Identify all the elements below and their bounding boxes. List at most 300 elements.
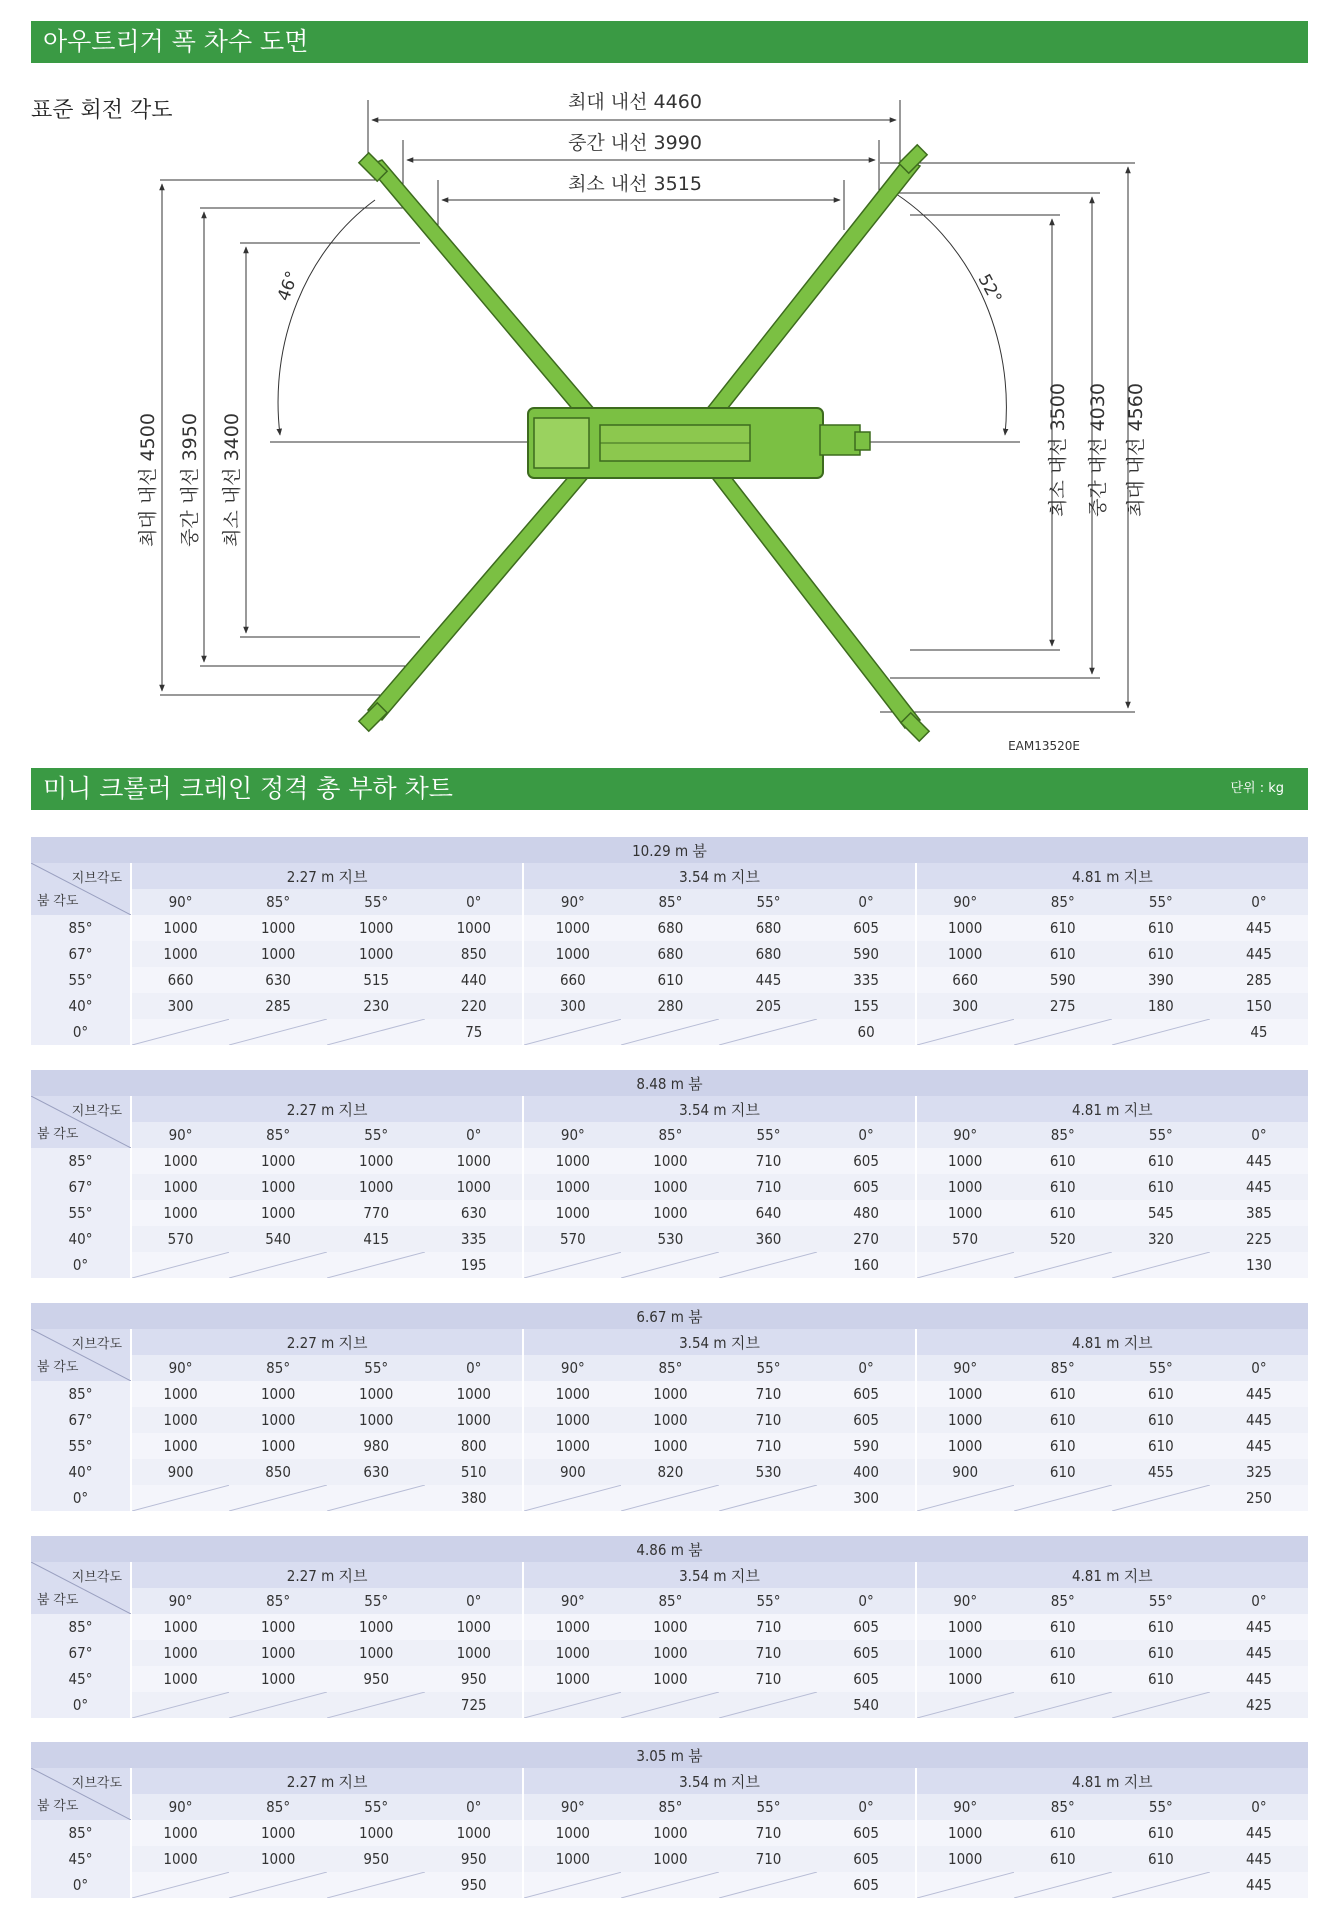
load-value: 610 bbox=[1112, 1640, 1210, 1666]
boom-angle: 85° bbox=[31, 1148, 131, 1174]
load-value: 680 bbox=[719, 941, 817, 967]
diagram-subtitle: 표준 회전 각도 bbox=[31, 98, 173, 123]
angle-left-label: 46° bbox=[273, 268, 304, 304]
load-value: 1000 bbox=[131, 1846, 229, 1872]
jib-angle: 90° bbox=[916, 1355, 1014, 1381]
load-value: 445 bbox=[1210, 1433, 1308, 1459]
load-value: 1000 bbox=[916, 1614, 1014, 1640]
jib-angle: 90° bbox=[131, 1588, 229, 1614]
table-row bbox=[31, 1148, 1308, 1174]
load-value: 1000 bbox=[327, 1820, 425, 1846]
table-row bbox=[31, 1820, 1308, 1846]
empty-cell-slash bbox=[327, 1692, 425, 1718]
boom-length: 4.86 m 붐 bbox=[31, 1536, 1308, 1562]
corner-boom-label: 붐 각도 bbox=[37, 1593, 79, 1608]
load-value: 1000 bbox=[327, 1148, 425, 1174]
load-value: 335 bbox=[425, 1226, 523, 1252]
empty-cell-slash bbox=[917, 1485, 1014, 1511]
dim-top-mid: 중간 내선 3990 bbox=[568, 132, 702, 154]
load-value: 1000 bbox=[327, 1407, 425, 1433]
table-row bbox=[31, 1019, 1308, 1045]
load-value: 610 bbox=[1014, 1846, 1112, 1872]
load-value: 1000 bbox=[131, 1433, 229, 1459]
load-value: 320 bbox=[1112, 1226, 1210, 1252]
load-value: 515 bbox=[327, 967, 425, 993]
empty-cell-slash bbox=[524, 1872, 621, 1898]
load-value: 1000 bbox=[229, 1666, 327, 1692]
empty-cell bbox=[523, 1019, 621, 1045]
load-value: 1000 bbox=[916, 1640, 1014, 1666]
empty-cell-slash bbox=[621, 1872, 719, 1898]
load-value: 610 bbox=[1014, 915, 1112, 941]
section-header-load-chart bbox=[31, 768, 1308, 810]
load-value: 510 bbox=[425, 1459, 523, 1485]
jib-angle-row bbox=[31, 1122, 1308, 1148]
empty-cell bbox=[229, 1872, 327, 1898]
empty-cell bbox=[1014, 1019, 1112, 1045]
empty-cell-slash bbox=[621, 1019, 719, 1045]
boom-row bbox=[31, 1536, 1308, 1562]
load-value: 950 bbox=[425, 1872, 523, 1898]
jib-angle: 90° bbox=[131, 1355, 229, 1381]
load-value: 285 bbox=[1210, 967, 1308, 993]
load-value: 230 bbox=[327, 993, 425, 1019]
load-value: 660 bbox=[131, 967, 229, 993]
empty-cell bbox=[131, 1692, 229, 1718]
load-value: 605 bbox=[818, 1148, 916, 1174]
load-value: 570 bbox=[916, 1226, 1014, 1252]
load-value: 610 bbox=[1112, 1666, 1210, 1692]
jib-header: 4.81 m 지브 bbox=[916, 1768, 1308, 1794]
jib-angle: 90° bbox=[131, 1794, 229, 1820]
load-value: 1000 bbox=[621, 1666, 719, 1692]
load-value: 385 bbox=[1210, 1200, 1308, 1226]
empty-cell-slash bbox=[1014, 1019, 1112, 1045]
corner-jib-label: 지브각도 bbox=[71, 1104, 122, 1119]
jib-angle: 0° bbox=[425, 1355, 523, 1381]
load-value: 950 bbox=[425, 1846, 523, 1872]
load-value: 1000 bbox=[131, 1640, 229, 1666]
jib-header: 2.27 m 지브 bbox=[131, 1562, 523, 1588]
empty-cell-slash bbox=[524, 1252, 621, 1278]
corner-jib-label: 지브각도 bbox=[71, 1337, 122, 1352]
jib-angle: 0° bbox=[818, 1122, 916, 1148]
angle-right-label: 52° bbox=[973, 270, 1006, 307]
load-value: 1000 bbox=[523, 1433, 621, 1459]
load-value: 660 bbox=[523, 967, 621, 993]
empty-cell-slash bbox=[327, 1019, 425, 1045]
boom-length: 6.67 m 붐 bbox=[31, 1303, 1308, 1329]
load-value: 605 bbox=[818, 1381, 916, 1407]
load-value: 1000 bbox=[523, 1200, 621, 1226]
jib-angle: 90° bbox=[916, 889, 1014, 915]
load-value: 610 bbox=[1112, 1174, 1210, 1200]
jib-header: 3.54 m 지브 bbox=[523, 1562, 915, 1588]
jib-angle: 0° bbox=[818, 889, 916, 915]
dim-top-min: 최소 내선 3515 bbox=[568, 173, 702, 195]
load-value: 1000 bbox=[131, 1174, 229, 1200]
load-value: 850 bbox=[425, 941, 523, 967]
load-value: 605 bbox=[818, 1407, 916, 1433]
empty-cell-slash bbox=[1112, 1485, 1210, 1511]
jib-angle: 55° bbox=[327, 1122, 425, 1148]
jib-header: 4.81 m 지브 bbox=[916, 1096, 1308, 1122]
empty-cell bbox=[1112, 1019, 1210, 1045]
load-value: 605 bbox=[818, 1820, 916, 1846]
table-row bbox=[31, 1614, 1308, 1640]
boom-angle: 85° bbox=[31, 1820, 131, 1846]
load-value: 610 bbox=[1014, 1381, 1112, 1407]
load-value: 1000 bbox=[131, 1614, 229, 1640]
table-row bbox=[31, 941, 1308, 967]
load-value: 1000 bbox=[327, 1174, 425, 1200]
empty-cell bbox=[621, 1019, 719, 1045]
empty-cell-slash bbox=[524, 1485, 621, 1511]
load-value: 1000 bbox=[916, 1174, 1014, 1200]
boom-angle: 55° bbox=[31, 1433, 131, 1459]
angle-arc-left bbox=[278, 200, 375, 435]
load-value: 710 bbox=[719, 1381, 817, 1407]
empty-cell bbox=[229, 1019, 327, 1045]
load-value: 950 bbox=[425, 1666, 523, 1692]
load-value: 610 bbox=[1014, 1820, 1112, 1846]
empty-cell bbox=[621, 1872, 719, 1898]
load-value: 335 bbox=[818, 967, 916, 993]
load-value: 275 bbox=[1014, 993, 1112, 1019]
table-row bbox=[31, 1459, 1308, 1485]
boom-row bbox=[31, 1742, 1308, 1768]
load-value: 800 bbox=[425, 1433, 523, 1459]
load-value: 1000 bbox=[621, 1148, 719, 1174]
load-value: 1000 bbox=[523, 1614, 621, 1640]
load-value: 630 bbox=[229, 967, 327, 993]
table-row bbox=[31, 1381, 1308, 1407]
load-value: 280 bbox=[621, 993, 719, 1019]
load-value: 445 bbox=[1210, 1407, 1308, 1433]
load-value: 710 bbox=[719, 1407, 817, 1433]
load-value: 445 bbox=[1210, 915, 1308, 941]
dim-left-mid: 중간 내선 3950 bbox=[179, 413, 201, 547]
jib-angle: 85° bbox=[621, 1355, 719, 1381]
load-value: 1000 bbox=[327, 915, 425, 941]
load-value: 1000 bbox=[621, 1846, 719, 1872]
load-value: 220 bbox=[425, 993, 523, 1019]
table-row bbox=[31, 1226, 1308, 1252]
load-chart-table bbox=[31, 1536, 1308, 1718]
empty-cell bbox=[523, 1692, 621, 1718]
load-value: 1000 bbox=[621, 1820, 719, 1846]
load-value: 1000 bbox=[916, 1820, 1014, 1846]
load-value: 610 bbox=[1112, 1433, 1210, 1459]
load-value: 445 bbox=[1210, 1148, 1308, 1174]
corner-boom-label: 붐 각도 bbox=[37, 894, 79, 909]
jib-angle: 90° bbox=[523, 1122, 621, 1148]
boom-length: 10.29 m 붐 bbox=[31, 837, 1308, 863]
empty-cell-slash bbox=[1014, 1252, 1112, 1278]
table-row bbox=[31, 1846, 1308, 1872]
empty-cell bbox=[916, 1692, 1014, 1718]
load-value: 610 bbox=[1014, 1666, 1112, 1692]
empty-cell bbox=[131, 1485, 229, 1511]
load-value: 1000 bbox=[621, 1640, 719, 1666]
load-value: 1000 bbox=[621, 1614, 719, 1640]
load-value: 605 bbox=[818, 1666, 916, 1692]
jib-header: 4.81 m 지브 bbox=[916, 1562, 1308, 1588]
load-value: 610 bbox=[1014, 1407, 1112, 1433]
unit-label: 단위 : kg bbox=[1230, 781, 1284, 796]
jib-row bbox=[31, 1096, 1308, 1122]
jib-angle: 85° bbox=[229, 1588, 327, 1614]
load-value: 610 bbox=[1112, 1381, 1210, 1407]
load-value: 1000 bbox=[425, 1174, 523, 1200]
empty-cell-slash bbox=[1112, 1252, 1210, 1278]
load-value: 445 bbox=[1210, 1666, 1308, 1692]
boom-angle: 55° bbox=[31, 1200, 131, 1226]
load-value: 710 bbox=[719, 1148, 817, 1174]
jib-angle: 85° bbox=[621, 1588, 719, 1614]
load-value: 710 bbox=[719, 1433, 817, 1459]
load-value: 605 bbox=[818, 1872, 916, 1898]
jib-angle: 90° bbox=[916, 1122, 1014, 1148]
load-value: 605 bbox=[818, 1640, 916, 1666]
load-value: 1000 bbox=[523, 941, 621, 967]
load-value: 540 bbox=[818, 1692, 916, 1718]
load-value: 425 bbox=[1210, 1692, 1308, 1718]
empty-cell bbox=[1014, 1872, 1112, 1898]
load-value: 130 bbox=[1210, 1252, 1308, 1278]
empty-cell-slash bbox=[229, 1252, 327, 1278]
load-value: 1000 bbox=[229, 1200, 327, 1226]
load-value: 820 bbox=[621, 1459, 719, 1485]
empty-cell-slash bbox=[132, 1019, 229, 1045]
jib-angle: 0° bbox=[818, 1794, 916, 1820]
load-value: 710 bbox=[719, 1846, 817, 1872]
jib-angle: 85° bbox=[621, 1122, 719, 1148]
jib-angle: 55° bbox=[327, 1794, 425, 1820]
section-header-outrigger bbox=[31, 21, 1308, 63]
dim-right-min: 최소 내선 3500 bbox=[1047, 383, 1069, 517]
empty-cell-slash bbox=[132, 1485, 229, 1511]
empty-cell bbox=[1112, 1872, 1210, 1898]
load-value: 570 bbox=[523, 1226, 621, 1252]
load-value: 1000 bbox=[916, 1433, 1014, 1459]
empty-cell-slash bbox=[719, 1872, 817, 1898]
load-value: 440 bbox=[425, 967, 523, 993]
jib-angle: 55° bbox=[719, 1588, 817, 1614]
jib-angle: 0° bbox=[1210, 1794, 1308, 1820]
load-value: 590 bbox=[818, 941, 916, 967]
boom-angle: 40° bbox=[31, 1459, 131, 1485]
load-value: 445 bbox=[1210, 1614, 1308, 1640]
table-row bbox=[31, 1407, 1308, 1433]
boom-angle: 0° bbox=[31, 1485, 131, 1511]
dim-left-min: 최소 내선 3400 bbox=[221, 413, 243, 547]
load-chart-table bbox=[31, 1742, 1308, 1898]
empty-cell-slash bbox=[1014, 1692, 1112, 1718]
load-value: 285 bbox=[229, 993, 327, 1019]
table-row bbox=[31, 1666, 1308, 1692]
load-value: 155 bbox=[818, 993, 916, 1019]
section-title: 아우트리거 폭 차수 도면 bbox=[43, 27, 309, 56]
load-value: 610 bbox=[1112, 1820, 1210, 1846]
table-row bbox=[31, 915, 1308, 941]
load-value: 1000 bbox=[229, 915, 327, 941]
jib-row bbox=[31, 1562, 1308, 1588]
jib-angle: 85° bbox=[1014, 1588, 1112, 1614]
load-value: 1000 bbox=[229, 1174, 327, 1200]
corner-jib-label: 지브각도 bbox=[71, 1776, 122, 1791]
load-value: 1000 bbox=[425, 1381, 523, 1407]
empty-cell bbox=[229, 1252, 327, 1278]
load-value: 950 bbox=[327, 1666, 425, 1692]
load-value: 1000 bbox=[621, 1381, 719, 1407]
jib-angle-row bbox=[31, 889, 1308, 915]
load-value: 195 bbox=[425, 1252, 523, 1278]
load-value: 1000 bbox=[916, 1846, 1014, 1872]
load-value: 950 bbox=[327, 1846, 425, 1872]
jib-angle-row bbox=[31, 1355, 1308, 1381]
load-value: 610 bbox=[1014, 1433, 1112, 1459]
jib-angle: 0° bbox=[818, 1588, 916, 1614]
boom-length: 3.05 m 붐 bbox=[31, 1742, 1308, 1768]
load-value: 205 bbox=[719, 993, 817, 1019]
empty-cell-slash bbox=[917, 1692, 1014, 1718]
load-value: 1000 bbox=[327, 1614, 425, 1640]
jib-angle: 55° bbox=[327, 1355, 425, 1381]
corner-boom-label: 붐 각도 bbox=[37, 1127, 79, 1142]
empty-cell bbox=[621, 1252, 719, 1278]
empty-cell bbox=[719, 1872, 817, 1898]
load-value: 900 bbox=[523, 1459, 621, 1485]
jib-angle: 0° bbox=[1210, 1588, 1308, 1614]
load-value: 725 bbox=[425, 1692, 523, 1718]
load-value: 1000 bbox=[131, 1200, 229, 1226]
empty-cell bbox=[131, 1019, 229, 1045]
table-row bbox=[31, 1433, 1308, 1459]
empty-cell bbox=[1112, 1485, 1210, 1511]
empty-cell bbox=[229, 1692, 327, 1718]
load-chart-table bbox=[31, 837, 1308, 1045]
load-value: 300 bbox=[523, 993, 621, 1019]
corner-boom-label: 붐 각도 bbox=[37, 1360, 79, 1375]
load-value: 445 bbox=[1210, 1174, 1308, 1200]
empty-cell-slash bbox=[917, 1019, 1014, 1045]
empty-cell-slash bbox=[229, 1692, 327, 1718]
jib-angle: 55° bbox=[719, 1355, 817, 1381]
load-value: 1000 bbox=[229, 1640, 327, 1666]
empty-cell-slash bbox=[132, 1872, 229, 1898]
load-value: 605 bbox=[818, 1846, 916, 1872]
empty-cell-slash bbox=[719, 1692, 817, 1718]
jib-row bbox=[31, 1768, 1308, 1794]
load-value: 75 bbox=[425, 1019, 523, 1045]
jib-angle: 0° bbox=[1210, 889, 1308, 915]
load-value: 250 bbox=[1210, 1485, 1308, 1511]
load-value: 710 bbox=[719, 1174, 817, 1200]
load-value: 300 bbox=[916, 993, 1014, 1019]
load-value: 710 bbox=[719, 1820, 817, 1846]
load-value: 770 bbox=[327, 1200, 425, 1226]
boom-angle: 85° bbox=[31, 915, 131, 941]
load-value: 1000 bbox=[131, 1407, 229, 1433]
boom-angle: 0° bbox=[31, 1252, 131, 1278]
load-value: 610 bbox=[1112, 1407, 1210, 1433]
jib-angle: 0° bbox=[425, 1588, 523, 1614]
load-value: 1000 bbox=[131, 1148, 229, 1174]
empty-cell-slash bbox=[327, 1252, 425, 1278]
load-value: 850 bbox=[229, 1459, 327, 1485]
jib-angle: 85° bbox=[621, 1794, 719, 1820]
load-value: 390 bbox=[1112, 967, 1210, 993]
load-value: 1000 bbox=[229, 1381, 327, 1407]
load-chart-table bbox=[31, 1303, 1308, 1511]
load-value: 300 bbox=[818, 1485, 916, 1511]
load-value: 445 bbox=[1210, 1846, 1308, 1872]
load-value: 610 bbox=[1014, 1174, 1112, 1200]
empty-cell bbox=[131, 1872, 229, 1898]
jib-angle: 55° bbox=[719, 1122, 817, 1148]
jib-angle: 55° bbox=[327, 889, 425, 915]
jib-angle-row bbox=[31, 1794, 1308, 1820]
load-value: 680 bbox=[621, 915, 719, 941]
load-value: 605 bbox=[818, 915, 916, 941]
jib-angle: 90° bbox=[916, 1794, 1014, 1820]
load-value: 1000 bbox=[523, 1407, 621, 1433]
dim-left-max: 최대 내선 4500 bbox=[137, 413, 159, 547]
boom-angle: 0° bbox=[31, 1692, 131, 1718]
section-title: 미니 크롤러 크레인 정격 총 부하 차트 bbox=[43, 774, 453, 803]
jib-angle: 90° bbox=[131, 889, 229, 915]
load-value: 1000 bbox=[916, 1200, 1014, 1226]
load-value: 610 bbox=[1014, 1200, 1112, 1226]
jib-angle: 85° bbox=[229, 889, 327, 915]
boom-row bbox=[31, 837, 1308, 863]
load-value: 400 bbox=[818, 1459, 916, 1485]
jib-header: 3.54 m 지브 bbox=[523, 1096, 915, 1122]
load-value: 710 bbox=[719, 1614, 817, 1640]
boom-angle: 85° bbox=[31, 1381, 131, 1407]
load-value: 570 bbox=[131, 1226, 229, 1252]
jib-angle: 0° bbox=[818, 1355, 916, 1381]
table-row bbox=[31, 1640, 1308, 1666]
empty-cell-slash bbox=[1112, 1692, 1210, 1718]
empty-cell bbox=[1014, 1252, 1112, 1278]
empty-cell bbox=[1112, 1692, 1210, 1718]
jib-angle: 55° bbox=[1112, 1794, 1210, 1820]
jib-angle: 90° bbox=[523, 1355, 621, 1381]
load-value: 630 bbox=[425, 1200, 523, 1226]
empty-cell bbox=[1014, 1485, 1112, 1511]
table-corner bbox=[31, 1096, 131, 1148]
load-value: 1000 bbox=[523, 1846, 621, 1872]
load-value: 605 bbox=[818, 1614, 916, 1640]
jib-header: 3.54 m 지브 bbox=[523, 1768, 915, 1794]
jib-angle: 55° bbox=[327, 1588, 425, 1614]
table-row bbox=[31, 1174, 1308, 1200]
load-value: 1000 bbox=[327, 1381, 425, 1407]
load-value: 680 bbox=[621, 941, 719, 967]
boom-row bbox=[31, 1303, 1308, 1329]
load-value: 455 bbox=[1112, 1459, 1210, 1485]
load-value: 445 bbox=[1210, 1640, 1308, 1666]
empty-cell bbox=[523, 1252, 621, 1278]
empty-cell bbox=[327, 1692, 425, 1718]
dim-top-max: 최대 내선 4460 bbox=[568, 91, 702, 113]
jib-header: 2.27 m 지브 bbox=[131, 863, 523, 889]
jib-angle: 85° bbox=[229, 1355, 327, 1381]
empty-cell bbox=[621, 1485, 719, 1511]
empty-cell bbox=[327, 1252, 425, 1278]
